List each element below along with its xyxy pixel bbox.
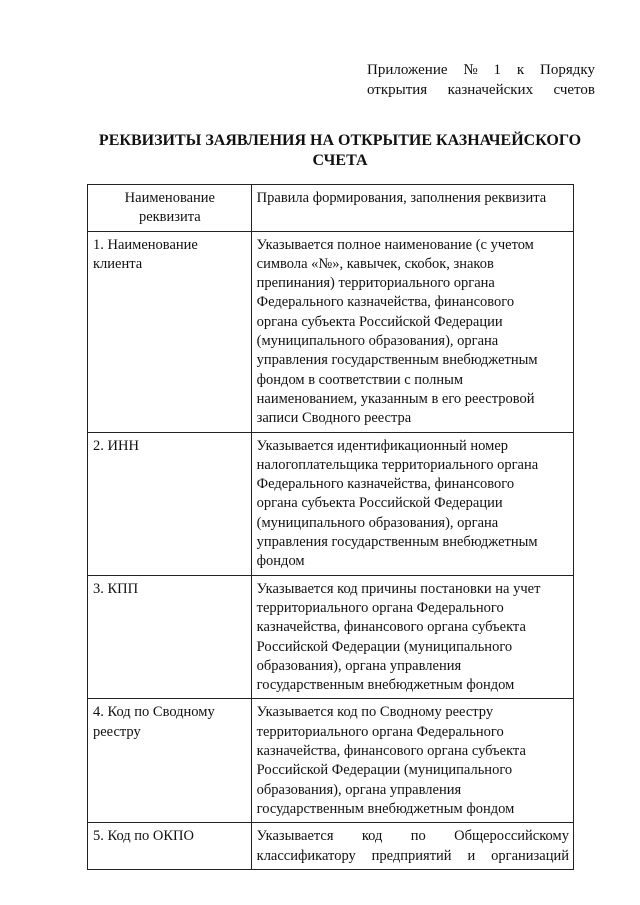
table-row [88, 823, 574, 870]
requisite-rule-cell [251, 231, 573, 432]
rule-word: код [361, 828, 383, 845]
appendix-line-2 [367, 80, 595, 100]
rule-line: записи Сводного реестра [256, 410, 412, 427]
requisite-name-cell [88, 231, 252, 432]
requisite-name: 3. КПП [93, 580, 139, 597]
rule-word: классификатору [256, 847, 356, 864]
rule-line: (муниципального образования), органа [256, 514, 499, 531]
rule-word: Указывается [256, 828, 334, 845]
appendix-reference [367, 60, 595, 100]
rule-line: препинания) территориального органа [256, 275, 495, 292]
rule-line: фондом в соответствии с полным [256, 371, 464, 388]
rule-line [257, 827, 569, 846]
table-header-row [88, 185, 574, 232]
rule-line: органа субъекта Российской Федерации [256, 495, 503, 512]
requisite-name-cell [88, 575, 252, 699]
appendix-word: открытия [367, 82, 428, 98]
rule-word: организаций [491, 847, 569, 864]
document-title [90, 131, 590, 171]
appendix-word: счетов [553, 82, 595, 98]
requisite-name: клиента [93, 255, 143, 272]
rule-line: органа субъекта Российской Федерации [256, 313, 503, 330]
appendix-line-1 [367, 60, 595, 80]
title-line-2: СЧЕТА [312, 152, 368, 169]
requisite-name-cell [88, 432, 252, 575]
rule-line: Российской Федерации (муниципального [256, 638, 513, 655]
rule-line: Указывается код причины постановки на учет [256, 580, 541, 597]
table-row [88, 432, 574, 575]
rule-line: управления государственным внебюджетным [256, 352, 538, 369]
header-text: реквизита [138, 209, 201, 226]
requisite-name: реестру [93, 723, 141, 740]
appendix-word: 1 [493, 62, 502, 78]
table-row [88, 231, 574, 432]
appendix-word: казначейских [447, 82, 534, 98]
requisite-name: 4. Код по Сводному [93, 704, 215, 721]
requisites-table [87, 184, 574, 870]
rule-line: казначейства, финансового органа субъекта [256, 743, 526, 760]
header-text: Наименование [124, 190, 215, 206]
title-line-1: РЕКВИЗИТЫ ЗАЯВЛЕНИЯ НА ОТКРЫТИЕ КАЗНАЧЕЙСКОГО [98, 132, 582, 149]
requisite-name: 2. ИНН [93, 437, 139, 454]
rule-line: Федерального казначейства, финансового [256, 476, 515, 493]
rule-line: территориального органа Федерального [256, 599, 504, 616]
rule-line [257, 847, 569, 866]
header-cell-name [88, 185, 252, 232]
table-row [88, 699, 574, 823]
requisite-rule-cell [251, 575, 573, 699]
rule-line: управления государственным внебюджетным [256, 534, 538, 551]
requisite-rule-cell [251, 432, 573, 575]
header-cell-rules [251, 185, 573, 232]
appendix-word: к [516, 62, 525, 78]
rule-line: Указывается полное наименование (с учетом [256, 236, 534, 253]
rule-line: Указывается идентификационный номер [256, 437, 509, 454]
rule-line: казначейства, финансового органа субъекта [256, 619, 526, 636]
rule-line: государственным внебюджетным фондом [256, 800, 515, 817]
rule-line: государственным внебюджетным фондом [256, 677, 515, 694]
rule-line: Федерального казначейства, финансового [256, 294, 515, 311]
requisite-rule-cell [251, 823, 573, 870]
rule-line: образования), органа управления [256, 781, 462, 798]
rule-word: предприятий [371, 847, 452, 864]
rule-line: символа «№», кавычек, скобок, знаков [256, 255, 494, 272]
rule-line: Российской Федерации (муниципального [256, 762, 513, 779]
requisite-name-cell [88, 699, 252, 823]
requisite-name: 5. Код по ОКПО [93, 828, 195, 845]
rule-line: фондом [256, 553, 305, 570]
rule-line: (муниципального образования), органа [256, 333, 499, 350]
rule-line: территориального органа Федерального [256, 723, 504, 740]
appendix-word: № [463, 62, 478, 78]
requisite-name: 1. Наименование [93, 236, 198, 253]
rule-line: Указывается код по Сводному реестру [256, 704, 494, 721]
appendix-word: Порядку [540, 62, 595, 78]
rule-line: налогоплательщика территориального органа [256, 456, 539, 473]
appendix-word: Приложение [367, 62, 448, 78]
header-text: Правила формирования, заполнения реквизита [256, 190, 547, 206]
rule-word: Общероссийскому [454, 828, 569, 845]
rule-word: по [410, 828, 426, 845]
rule-line: образования), органа управления [256, 657, 462, 674]
requisite-name-cell [88, 823, 252, 870]
requisite-rule-cell [251, 699, 573, 823]
rule-word: и [467, 847, 476, 864]
table-row [88, 575, 574, 699]
rule-line: наименованием, указанным в его реестровой [256, 390, 535, 407]
